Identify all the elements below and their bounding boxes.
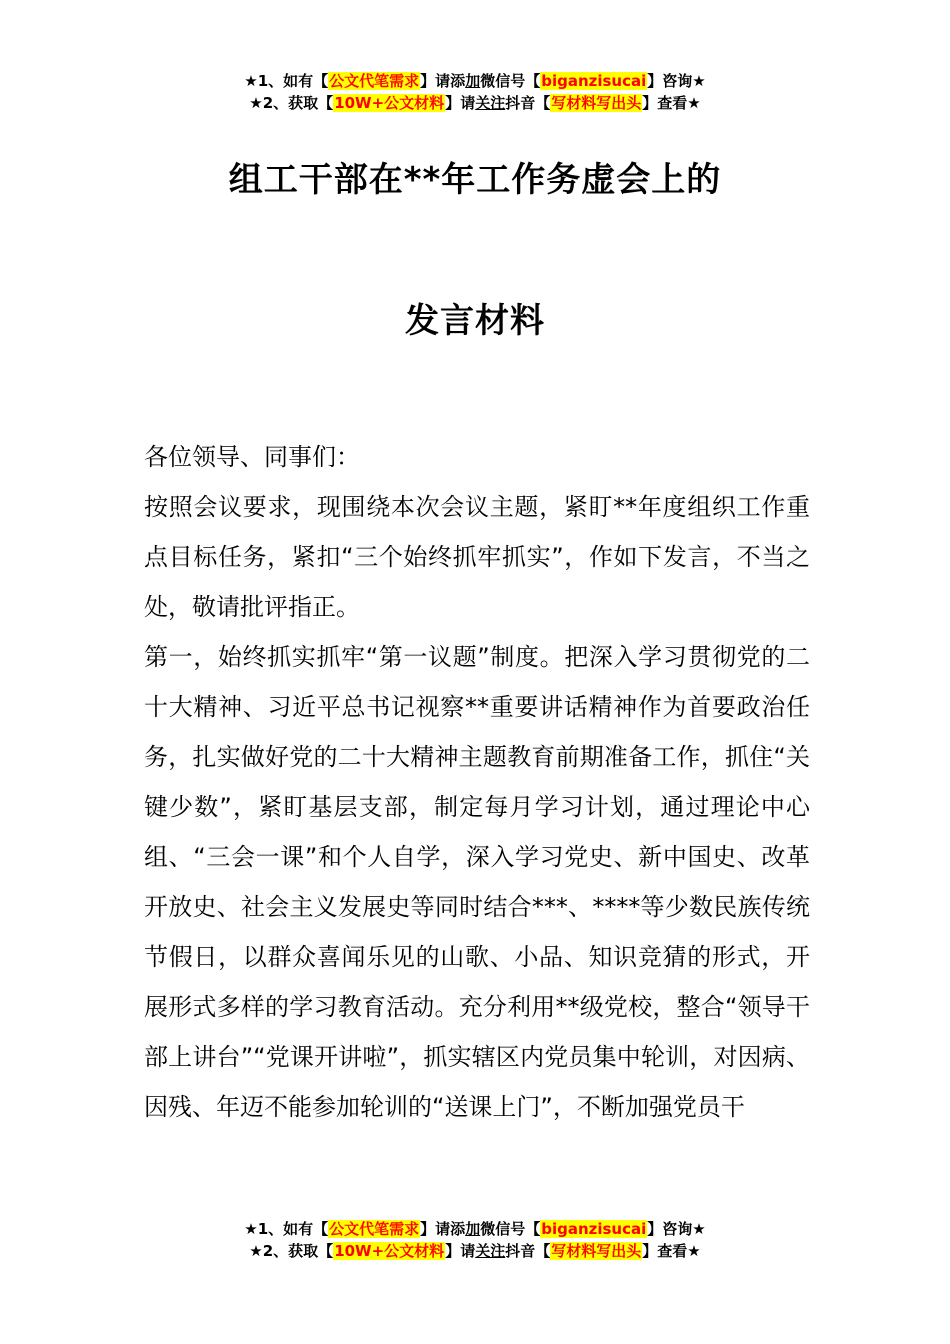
banner-text: ★1、如有【	[244, 72, 329, 90]
document-title-line-1: 组工干部在**年工作务虚会上的	[228, 160, 722, 200]
banner-text: 微信号【	[480, 72, 541, 90]
banner-highlight: biganzisucai	[541, 1220, 647, 1238]
banner-text: 】请添	[420, 1220, 466, 1238]
banner-text: 微信号【	[480, 1220, 541, 1238]
banner-text: 】请添	[420, 72, 466, 90]
banner-underline: 关注	[475, 94, 506, 112]
banner-line-2	[0, 92, 950, 114]
banner-line-1	[0, 70, 950, 92]
banner-text: ★1、如有【	[244, 1220, 329, 1238]
banner-text: 】咨询★	[647, 72, 706, 90]
banner-text: 抖音【	[505, 1242, 551, 1260]
banner-line-2	[0, 1240, 950, 1262]
banner-highlight: 10W+公文材料	[334, 1242, 445, 1260]
banner-highlight: 10W+公文材料	[334, 94, 445, 112]
header-banner	[0, 70, 950, 114]
salutation: 各位领导、同事们：	[144, 443, 360, 471]
banner-underline: 加	[465, 1220, 481, 1238]
paragraph: 按照会议要求，现围绕本次会议主题，紧盯**年度组织工作重点目标任务，紧扣“三个始终抓牢抓实”，作如下发言，不当之处，敬请批评指正。	[144, 493, 810, 621]
banner-text: 】咨询★	[647, 1220, 706, 1238]
paragraph: 第一，始终抓实抓牢“第一议题”制度。把深入学习贯彻党的二十大精神、习近平总书记视察**重要讲话精神作为首要政治任务，扎实做好党的二十大精神主题教育前期准备工作，抓住“关键少数”，紧盯基层支部，制定每月学习计划，通过理论中心组、“三会一课”和个人自学，深入学习党史、新中国史、改革开放史、社会主义发展史等同时结合***、****等少数民族传统节假日，以群众喜闻乐见的山歌、小品、知识竞猜的形式，开展形式多样的学习教育活动。充分利用**级党校，整合“领导干部上讲台”“党课开讲啦”，抓实辖区内党员集中轮训，对因病、因残、年迈不能参加轮训的“送课上门”，不断加强党员干	[144, 643, 810, 1121]
document-body	[144, 432, 810, 1132]
banner-text: 抖音【	[505, 94, 551, 112]
banner-text: 】请	[445, 94, 476, 112]
banner-underline: 关注	[475, 1242, 506, 1260]
banner-highlight: 写材料写出头	[551, 1242, 642, 1260]
banner-highlight: 公文代笔需求	[329, 1220, 420, 1238]
footer-banner	[0, 1218, 950, 1262]
banner-text: 】请	[445, 1242, 476, 1260]
document-title-line-2: 发言材料	[405, 301, 545, 341]
banner-highlight: biganzisucai	[541, 72, 647, 90]
banner-highlight: 公文代笔需求	[329, 72, 420, 90]
banner-text: ★2、获取【	[249, 1242, 334, 1260]
banner-underline: 加	[465, 72, 481, 90]
banner-text: ★2、获取【	[249, 94, 334, 112]
banner-line-1	[0, 1218, 950, 1240]
banner-text: 】查看★	[642, 1242, 701, 1260]
banner-text: 】查看★	[642, 94, 701, 112]
banner-highlight: 写材料写出头	[551, 94, 642, 112]
